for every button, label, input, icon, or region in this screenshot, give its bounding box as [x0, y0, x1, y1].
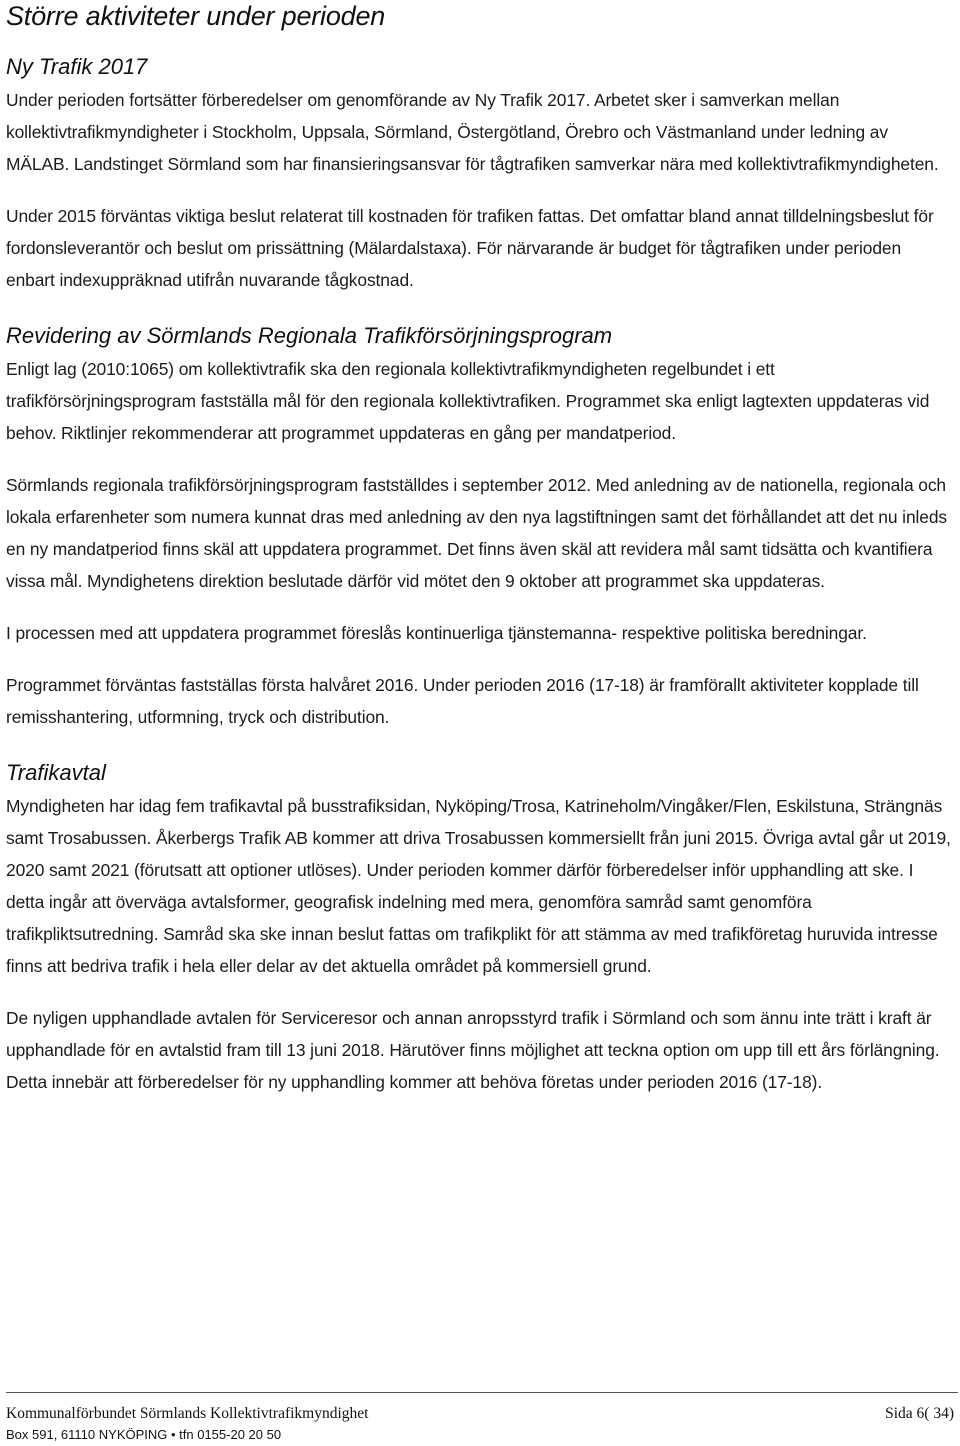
footer-divider: [6, 1392, 958, 1393]
section-revidering: [6, 322, 954, 733]
paragraph: I processen med att uppdatera programmet föreslås kontinuerliga tjänstemanna- respektive politiska beredningar.: [6, 623, 867, 643]
section-heading: Ny Trafik 2017: [6, 54, 148, 79]
section-ny-trafik: [6, 53, 954, 296]
footer-address: Box 591, 61110 NYKÖPING • tfn 0155-20 20 50: [6, 1427, 282, 1442]
section-heading: Trafikavtal: [6, 760, 106, 785]
paragraph: Sörmlands regionala trafikförsörjningsprogram fastställdes i september 2012. Med anledning av de nationella, regionala och lokala erfarenheter som numera kunnat dras med anledning av den nya lagstiftningen samt det förhållandet att det nu inleds en ny mandatperiod finns skäl att uppdatera programmet. Det finns även skäl att revidera mål samt tidsätta och kvantifiera vissa mål. Myndighetens direktion beslutade därför vid mötet den 9 oktober att programmet ska uppdateras.: [6, 475, 948, 591]
paragraph: Enligt lag (2010:1065) om kollektivtrafik ska den regionala kollektivtrafikmyndigheten regelbundet i ett trafikförsörjningsprogram fastställa mål för den regionala kollektivtrafiken. Programmet ska enligt lagtexten uppdateras vid behov. Riktlinjer rekommenderar att programmet uppdateras en gång per mandatperiod.: [6, 359, 930, 443]
document-body: [6, 0, 954, 1098]
paragraph: Myndigheten har idag fem trafikavtal på busstrafiksidan, Nyköping/Trosa, Katrineholm/Vingåker/Flen, Eskilstuna, Strängnäs samt Trosabussen. Åkerbergs Trafik AB kommer att driva Trosabussen kommersiellt från juni 2015. Övriga avtal går ut 2019, 2020 samt 2021 (förutsatt att optioner utlöses). Under perioden kommer därför förberedelser inför upphandling att ske. I detta ingår att överväga avtalsformer, geografisk indelning med mera, genomföra samråd samt genomföra trafikpliktsutredning. Samråd ska ske innan beslut fattas om trafikplikt för att stämma av med trafikföretag huruvida intresse finns att bedriva trafik i hela eller delar av det aktuella området på kommersiell grund.: [6, 796, 951, 976]
page-title: Större aktiviteter under perioden: [6, 1, 386, 31]
paragraph: De nyligen upphandlade avtalen för Serviceresor och annan anropsstyrd trafik i Sörmland och som ännu inte trätt i kraft är upphandlade för en avtalstid fram till 13 juni 2018. Härutöver finns möjlighet att teckna option om upp till ett års förlängning. Detta innebär att förberedelser för ny upphandling kommer att behöva företas under perioden 2016 (17-18).: [6, 1008, 940, 1092]
paragraph: Programmet förväntas fastställas första halvåret 2016. Under perioden 2016 (17-18) är framförallt aktiviteter kopplade till remisshantering, utformning, tryck och distribution.: [6, 675, 919, 727]
section-heading: Revidering av Sörmlands Regionala Trafikförsörjningsprogram: [6, 323, 613, 348]
paragraph: Under perioden fortsätter förberedelser om genomförande av Ny Trafik 2017. Arbetet sker i samverkan mellan kollektivtrafikmyndigheter i Stockholm, Uppsala, Sörmland, Östergötland, Örebro och Västmanland under ledning av MÄLAB. Landstinget Sörmland som har finansieringsansvar för tågtrafiken samverkar nära med kollektivtrafikmyndigheten.: [6, 90, 939, 174]
footer-organization: Kommunalförbundet Sörmlands Kollektivtrafikmyndighet: [6, 1405, 369, 1422]
section-trafikavtal: [6, 759, 954, 1098]
page-number: Sida 6( 34): [885, 1405, 954, 1422]
paragraph: Under 2015 förväntas viktiga beslut relaterat till kostnaden för trafiken fattas. Det omfattar bland annat tilldelningsbeslut för fordonsleverantör och beslut om prissättning (Mälardalstaxa). För närvarande är budget för tågtrafiken under perioden enbart indexuppräknad utifrån nuvarande tågkostnad.: [6, 206, 934, 290]
